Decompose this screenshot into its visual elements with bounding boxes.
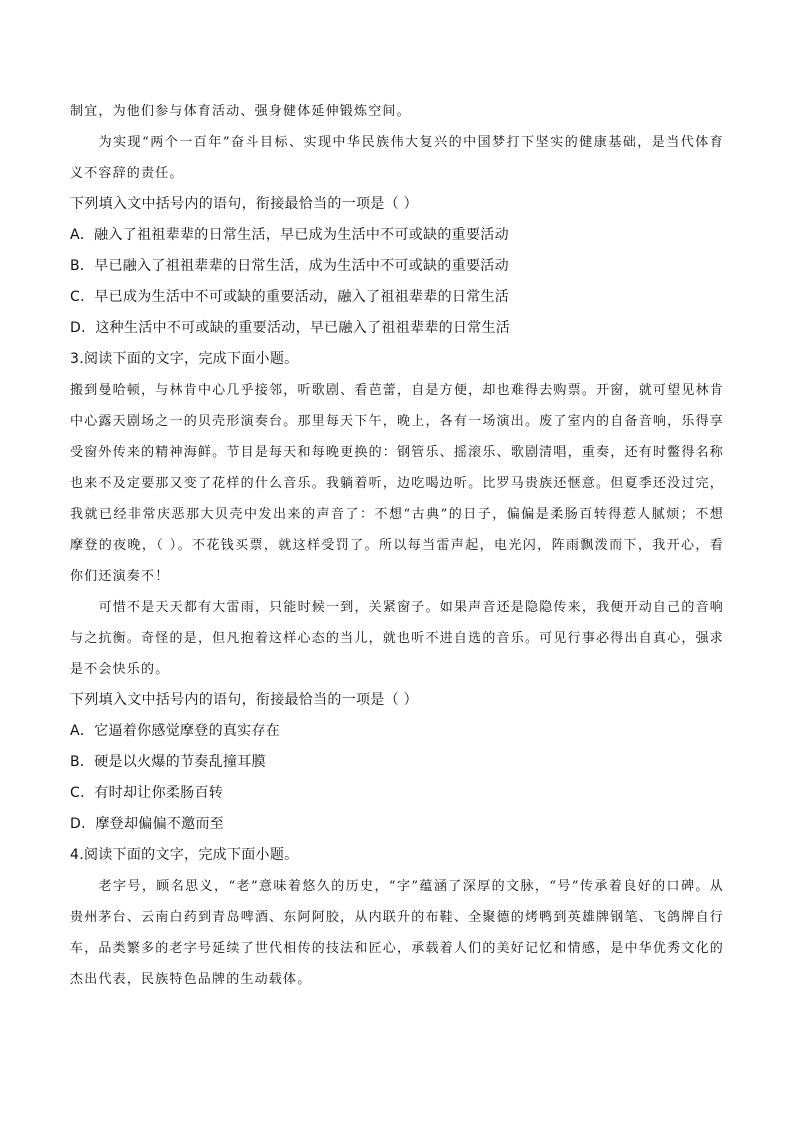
option-c: C．有时却让你柔肠百转: [70, 785, 224, 801]
option-d: D．这种生活中不可或缺的重要活动，早已融入了祖祖辈辈的日常生活: [70, 320, 511, 336]
option-c: C．早已成为生活中不可或缺的重要活动，融入了祖祖辈辈的日常生活: [70, 289, 510, 305]
question-prompt: 下列填入文中括号内的语句，衔接最恰当的一项是（ ）: [70, 692, 418, 708]
paragraph: 制宜，为他们参与体育活动、强身健体延伸锻炼空间。: [70, 104, 411, 119]
paragraph: 老字号，顾名思义，“老”意味着悠久的历史，“字”蕴涵了深厚的文脉，“号”传承着良好的口碑。从贵州茅台、云南白药到青岛啤酒、东阿阿胶，从内联升的布鞋、全聚德的烤鸭到英雄牌钢笔、飞鸽牌自行车，品类繁多的老字号延续了世代相传的技法和匠心，承载着人们的美好记忆和情感，是中华优秀文化的杰出代表，民族特色品牌的生动载体。: [70, 879, 724, 987]
question-heading: 3.阅读下面的文字，完成下面小题。: [70, 351, 299, 367]
option-a: A．融入了祖祖辈辈的日常生活，早已成为生活中不可或缺的重要活动: [70, 227, 509, 243]
paragraph: 搬到曼哈顿，与林肯中心几乎接邻，听歌剧、看芭蕾，自是方便，却也难得去购票。开窗，就可望见林肯中心露天剧场之一的贝壳形演奏台。那里每天下午，晚上，各有一场演出。废了室内的自备音响，乐得享受窗外传来的精神海鲜。节目是每天和每晚更换的：钢管乐、摇滚乐、歌剧清唱，重奏，还有时鳖得名称也来不及定要那又变了花样的什么音乐。我躺着听，边吃喝边听。比罗马贵族还惬意。但夏季还没过完，我就已经非常庆恶那大贝壳中发出来的声音了：不想“古典”的日子，偏偏是柔肠百转得惹人腻烦；不想摩登的夜晚，（ ）。不花钱买票，就这样受罚了。所以每当雷声起，电光闪，阵雨飘泼而下，我开心，看你们还演奏不！: [70, 383, 724, 584]
paragraph: 可惜不是天天都有大雷雨，只能时候一到，关紧窗子。如果声音还是隐隐传来，我便开动自己的音响与之抗衡。奇怪的是，但凡抱着这样心态的当儿，就也听不进自选的音乐。可见行事必得出自真心，强求是不会快乐的。: [70, 600, 724, 677]
option-b: B．早已融入了祖祖辈辈的日常生活，成为生活中不可或缺的重要活动: [70, 258, 509, 274]
option-b: B．硬是以火爆的节奏乱撞耳膜: [70, 754, 266, 770]
option-a: A．它逼着你感觉摩登的真实存在: [70, 723, 281, 739]
question-heading: 4.阅读下面的文字，完成下面小题。: [70, 847, 299, 863]
question-prompt: 下列填入文中括号内的语句，衔接最恰当的一项是（ ）: [70, 196, 418, 212]
option-d: D．摩登却偏偏不邀而至: [70, 816, 225, 832]
paragraph: 为实现“两个一百年”奋斗目标、实现中华民族伟大复兴的中国梦打下坚实的健康基础，是当代体育义不容辞的责任。: [70, 135, 724, 181]
